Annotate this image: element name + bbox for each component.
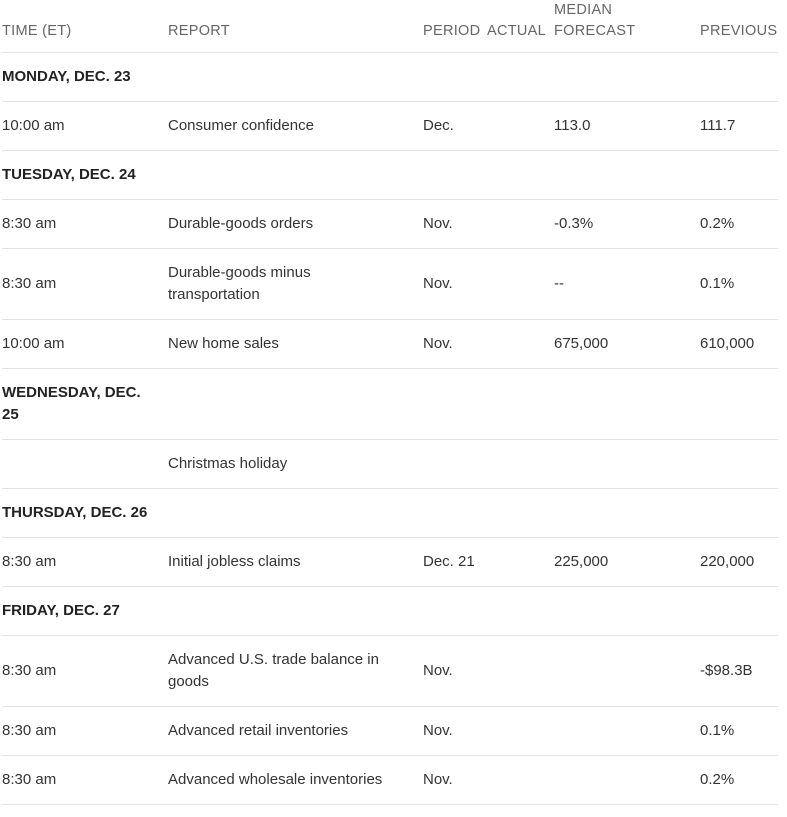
report-name: Durable-goods orders (168, 215, 314, 232)
header-forecast-line1: MEDIAN (554, 2, 613, 18)
cell-actual (487, 636, 554, 707)
cell-period (423, 440, 487, 489)
cell-report (168, 538, 423, 587)
header-report: REPORT (168, 0, 423, 53)
cell-report (168, 636, 423, 707)
day-label-cell (2, 151, 778, 200)
cell-previous: 111.7 (700, 102, 778, 151)
cell-report (168, 320, 423, 369)
day-header-row (2, 489, 778, 538)
cell-time: 8:30 am (2, 538, 168, 587)
cell-actual (487, 756, 554, 805)
cell-actual (487, 707, 554, 756)
cell-time (2, 440, 168, 489)
cell-previous (700, 440, 778, 489)
day-header-row (2, 369, 778, 440)
header-actual: ACTUAL (487, 0, 554, 53)
report-name: Consumer confidence (168, 117, 314, 134)
cell-actual (487, 200, 554, 249)
cell-period: Nov. (423, 249, 487, 320)
report-name: Initial jobless claims (168, 553, 301, 570)
day-label-cell (2, 53, 778, 102)
cell-forecast (554, 636, 700, 707)
table-row (2, 756, 778, 805)
cell-period: Nov. (423, 756, 487, 805)
day-label-cell (2, 369, 778, 440)
header-row (2, 0, 778, 53)
day-header-row (2, 151, 778, 200)
cell-time: 8:30 am (2, 756, 168, 805)
day-label: MONDAY, DEC. 23 (2, 68, 131, 85)
header-time: TIME (ET) (2, 0, 168, 53)
day-label: THURSDAY, DEC. 26 (2, 504, 148, 521)
report-name: Advanced retail inventories (168, 722, 349, 739)
table-row (2, 707, 778, 756)
cell-previous: 0.2% (700, 200, 778, 249)
report-name: New home sales (168, 335, 279, 352)
cell-forecast (554, 440, 700, 489)
cell-forecast: -0.3% (554, 200, 700, 249)
day-label: FRIDAY, DEC. 27 (2, 602, 120, 619)
table-row (2, 636, 778, 707)
cell-report (168, 200, 423, 249)
table-row (2, 200, 778, 249)
cell-forecast: 675,000 (554, 320, 700, 369)
cell-time: 8:30 am (2, 636, 168, 707)
table-header (2, 0, 778, 53)
cell-previous: 0.1% (700, 249, 778, 320)
table-row (2, 538, 778, 587)
header-period: PERIOD (423, 0, 487, 53)
cell-time: 8:30 am (2, 707, 168, 756)
day-label: TUESDAY, DEC. 24 (2, 166, 136, 183)
cell-previous: 0.1% (700, 707, 778, 756)
cell-forecast (554, 756, 700, 805)
day-header-row (2, 53, 778, 102)
cell-period: Nov. (423, 707, 487, 756)
cell-report (168, 707, 423, 756)
cell-time: 8:30 am (2, 249, 168, 320)
cell-forecast: -- (554, 249, 700, 320)
table-row (2, 102, 778, 151)
cell-period: Nov. (423, 320, 487, 369)
cell-forecast: 113.0 (554, 102, 700, 151)
cell-time: 10:00 am (2, 102, 168, 151)
report-name: Christmas holiday (168, 455, 288, 472)
day-label-cell (2, 587, 778, 636)
cell-actual (487, 102, 554, 151)
table-row (2, 320, 778, 369)
table-row (2, 249, 778, 320)
cell-forecast: 225,000 (554, 538, 700, 587)
cell-previous: 220,000 (700, 538, 778, 587)
table-body (2, 53, 778, 805)
header-forecast-line2: FORECAST (554, 23, 636, 39)
cell-report (168, 756, 423, 805)
cell-actual (487, 320, 554, 369)
cell-actual (487, 440, 554, 489)
day-header-row (2, 587, 778, 636)
cell-actual (487, 538, 554, 587)
report-name: Advanced U.S. trade balance in goods (168, 651, 379, 690)
table-row (2, 440, 778, 489)
cell-previous: -$98.3B (700, 636, 778, 707)
header-previous: PREVIOUS (700, 0, 778, 53)
cell-period: Nov. (423, 200, 487, 249)
day-label: WEDNESDAY, DEC. 25 (2, 384, 141, 423)
report-name: Advanced wholesale inventories (168, 771, 383, 788)
day-label-cell (2, 489, 778, 538)
cell-previous: 0.2% (700, 756, 778, 805)
cell-forecast (554, 707, 700, 756)
cell-period: Dec. (423, 102, 487, 151)
report-name: Durable-goods minus transportation (168, 264, 311, 303)
calendar-table (2, 0, 778, 805)
cell-report (168, 102, 423, 151)
header-median-forecast (554, 0, 700, 53)
cell-period: Dec. 21 (423, 538, 487, 587)
cell-report (168, 249, 423, 320)
cell-report (168, 440, 423, 489)
cell-period: Nov. (423, 636, 487, 707)
cell-time: 10:00 am (2, 320, 168, 369)
economic-calendar (2, 0, 778, 805)
cell-previous: 610,000 (700, 320, 778, 369)
cell-actual (487, 249, 554, 320)
cell-time: 8:30 am (2, 200, 168, 249)
